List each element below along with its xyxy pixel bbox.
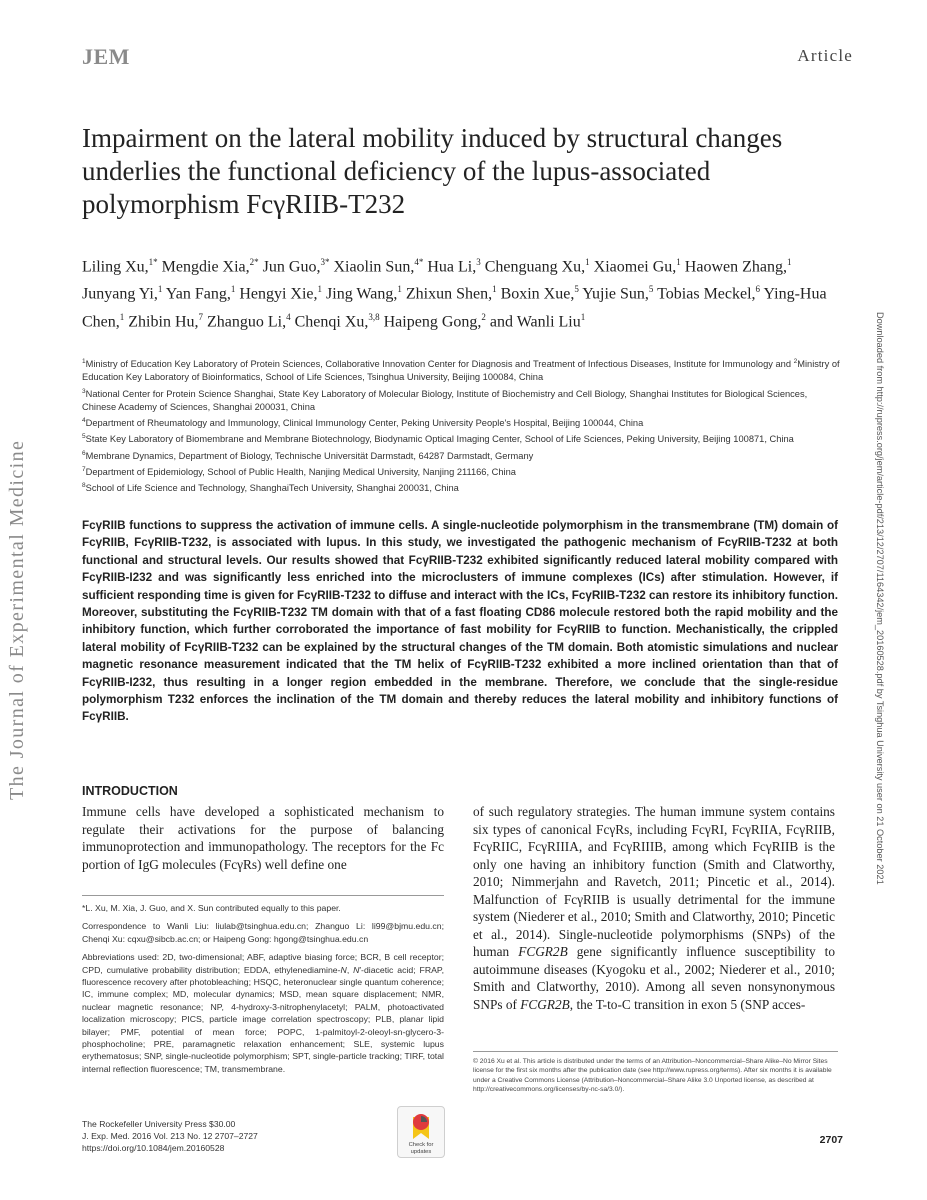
author-affiliation-marker: 6 <box>755 284 761 295</box>
affiliation-marker: 1 <box>82 358 86 365</box>
affiliation-text: State Key Laboratory of Biomembrane and Membrane Biotechnology, Biodynamic Optical Imaging Center, School of Life Sciences, Peking University, Beijing 100871, China <box>85 434 794 445</box>
abbreviations-note <box>82 951 444 1075</box>
correspondence-note: Correspondence to Wanli Liu: liulab@tsinghua.edu.cn; Zhanguo Li: li99@bjmu.edu.cn; Chenqi Xu: cqxu@sibcb.ac.cn; or Haipeng Gong: hgong@tsinghua.edu.cn <box>82 921 444 944</box>
equal-contribution-note: *L. Xu, M. Xia, J. Guo, and X. Sun contributed equally to this paper. <box>82 903 341 913</box>
affiliation-item <box>82 355 842 385</box>
author-name: Xiaolin Sun, <box>333 258 415 276</box>
author-affiliation-marker: 5 <box>648 284 654 295</box>
author-affiliation-marker: 2 <box>481 311 486 322</box>
check-for-updates-icon <box>408 1111 434 1141</box>
introduction-left-column: Immune cells have developed a sophisticated mechanism to regulate their activations for the purpose of balancing immunoprotection and immunopathology. The receptors for the Fc portion of IgG molecules (FcγRs) well define one <box>82 804 444 872</box>
author-name: Zhixun Shen, <box>405 285 493 303</box>
author-name: Tobias Meckel, <box>657 285 756 303</box>
affiliation-text: Membrane Dynamics, Department of Biology, Technische Universität Darmstadt, 64287 Darmstadt, Germany <box>85 450 534 461</box>
author-name: Hua Li, <box>427 258 477 276</box>
introduction-text-segment: gene significantly influence susceptibility to autoimmune diseases (Kyogoku et al., 2002; Niederer et al., 2010; Smith and Clatworthy, 2010). Among all seven nonsynonymous SNPs of <box>473 944 836 1012</box>
author-name: and Wanli Liu <box>489 312 581 330</box>
author-affiliation-marker: 1 <box>119 311 125 322</box>
author-affiliation-marker: 1 <box>317 284 323 295</box>
introduction-text-segment: , the T-to-C transition in exon 5 (SNP acces- <box>569 996 806 1012</box>
introduction-text-segment: of such regulatory strategies. The human immune system contains six types of canonical FcγRs, including FcγRI, FcγRIIA, FcγRIIB, FcγRIIC, FcγRIIIA, and FcγRIIIB, among which FcγRIIB is the only one having an inhibitory function (Smith and Clatworthy, 2010; Nimmerjahn and Ravetch, 2011; Pincetic et al., 2014). Malfunction of FcγRIIB is usually detrimental for the immune system (Niederer et al., 2010; Smith and Clatworthy, 2010; Pincetic et al., 2014). Single-nucleotide polymorphisms (SNPs) of the human <box>473 804 835 959</box>
author-name: Haowen Zhang, <box>684 258 787 276</box>
affiliation-text: Ministry of Education Key Laboratory of Bioinformatics, School of Life Sciences, Tsinghua University, Beijing 100084, China <box>82 359 840 383</box>
author-affiliation-marker: 1 <box>397 284 402 295</box>
author-name: Xiaomei Gu, <box>593 258 677 276</box>
affiliation-item <box>82 479 842 495</box>
author-affiliation-marker: 5 <box>574 284 579 295</box>
article-title: Impairment on the lateral mobility induced by structural changes underlies the functional deficiency of the lupus-associated polymorphism FcγRIIB-T232 <box>82 123 783 219</box>
affiliation-item <box>82 430 842 446</box>
affiliation-text: National Center for Protein Science Shanghai, State Key Laboratory of Molecular Biology, Institute of Biochemistry and Cell Biology, Shanghai Institutes for Biological Sciences, Chinese Academy of Sciences, Shanghai 200031, China <box>82 388 808 412</box>
affiliation-text: Ministry of Education Key Laboratory of Protein Sciences, Collaborative Innovation Center for Diagnosis and Treatment of Infectious Diseases, Institute for Immunology and <box>85 359 794 370</box>
author-affiliation-marker: 3* <box>320 257 330 267</box>
affiliation-text: Department of Epidemiology, School of Public Health, Nanjing Medical University, Nanjing 211166, China <box>85 466 516 477</box>
author-name: Boxin Xue, <box>500 285 575 303</box>
introduction-text-segment: FCGR2B <box>520 996 570 1012</box>
author-affiliation-marker: 2* <box>249 257 259 267</box>
author-name: Hengyi Xie, <box>239 285 318 303</box>
affiliation-marker: 5 <box>82 433 86 441</box>
introduction-text-segment: FCGR2B <box>518 944 568 959</box>
affiliation-item <box>82 447 842 463</box>
abbreviation-segment: Abbreviations used: 2D, two-dimensional; ABF, adaptive biasing force; BCR, B cell receptor; CPD, cumulative probability distribution; EDDA, ethylenediamine- <box>82 952 444 975</box>
abbreviation-segment: N <box>340 964 347 975</box>
abbreviation-segment: N <box>353 964 360 975</box>
author-name: Yujie Sun, <box>582 285 649 303</box>
author-affiliation-marker: 1 <box>676 257 681 267</box>
affiliation-text: School of Life Science and Technology, ShanghaiTech University, Shanghai 200031, China <box>85 483 459 494</box>
article-type-label: Article <box>797 46 853 65</box>
author-affiliation-marker: 7 <box>198 311 203 322</box>
introduction-right-column <box>473 803 835 1013</box>
author-name: Zhanguo Li, <box>207 312 287 330</box>
author-affiliation-marker: 3 <box>476 257 481 267</box>
abbreviation-segment: , <box>346 964 354 975</box>
journal-name: JEM <box>82 44 130 69</box>
affiliation-marker: 4 <box>82 417 86 424</box>
publisher-info <box>82 1119 362 1154</box>
author-name: Liling Xu, <box>82 258 149 276</box>
affiliation-item <box>82 414 842 430</box>
affiliation-text: Department of Rheumatology and Immunology, Clinical Immunology Center, Peking University People's Hospital, Beijing 100044, China <box>85 418 644 429</box>
affiliation-marker: 2 <box>793 358 798 365</box>
author-name: Jing Wang, <box>326 285 398 303</box>
affiliation-marker: 8 <box>82 482 86 490</box>
author-name: Haipeng Gong, <box>383 312 482 330</box>
license-statement: © 2016 Xu et al. This article is distributed under the terms of an Attribution–Noncommercial–Share Alike–No Mirror Sites license for the first six months after the publication date (see http://www.rupress.org/terms). After six months it is available under a Creative Commons License (Attribution–Noncommercial–Share Alike 3.0 Unported license, as described at http://creativecommons.org/licenses/by-nc-sa/3.0/). <box>473 1051 838 1094</box>
author-name: Yan Fang, <box>165 285 231 303</box>
check-for-updates-badge[interactable] <box>397 1106 445 1158</box>
affiliation-list <box>82 355 842 495</box>
author-affiliation-marker: 1 <box>230 284 236 295</box>
author-name: Chenguang Xu, <box>484 258 586 276</box>
author-list <box>82 251 847 333</box>
author-affiliation-marker: 3,8 <box>368 311 380 322</box>
author-name: Junyang Yi, <box>82 285 158 303</box>
author-name: Chenqi Xu, <box>294 312 369 330</box>
abbreviation-segment: ′-diacetic acid; FRAP, fluorescence recovery after photobleaching; HSQC, heteronuclear single quantum coherence; IC, immune complex; MD, molecular dynamics; MSD, mean square displacement; NMR, nuclear magnetic resonance; NP, 4-hydroxy-3-nitrophenylacetyl; PALM, photoactivated localization microscopy; PICS, particle image correlation spectroscopy; PLB, planar lipid bilayer; PMF, potential of mean force; POPC, 1-palmitoyl-2-oleoyl-sn-glycero-3-phosphocholine; PRE, paramagnetic relaxation enhancement; SLE, systemic lupus erythematosus; SNP, single-nucleotide polymorphism; SPT, single-particle tracking; TIRF, total internal reflection fluorescence; TM, transmembrane. <box>82 964 445 1074</box>
doi-link[interactable]: https://doi.org/10.1084/jem.20160528 <box>82 1142 225 1153</box>
affiliation-item <box>82 385 842 415</box>
badge-label: Check for updates <box>408 1142 434 1155</box>
author-affiliation-marker: 1 <box>580 311 586 322</box>
abstract: FcγRIIB functions to suppress the activation of immune cells. A single-nucleotide polymorphism in the transmembrane (TM) domain of FcγRIIB, FcγRIIB-T232, is associated with lupus. In this study, we investigated the pathogenic mechanism of FcγRIIB-T232 at both functional and structural levels. Our results showed that FcγRIIB-T232 exhibited significantly reduced lateral mobility compared with FcγRIIB-I232 and was significantly less enriched into the microclusters of immune complexes (ICs) after stimulation. However, if sufficient responding time is given for FcγRIIB-T232 to diffuse and interact with the ICs, FcγRIIB-T232 can restore its inhibitory function. Moreover, substituting the FcγRIIB-T232 TM domain with that of a fast floating CD86 molecule restored both the rapid mobility and the inhibitory function, which further corroborated the importance of fast mobility for FcγRIIB to function. Mechanistically, the crippled lateral mobility of FcγRIIB-T232 can be explained by the structural changes of the TM domain. Both atomistic simulations and nuclear magnetic resonance measurement indicated that the TM helix of FcγRIIB-T232 exhibited a more inclined orientation than that of FcγRIIB-I232, thus resulting in a longer region embedded in the membrane. Therefore, we conclude that the single-residue polymorphism T232 enforces the inclination of the TM domain and thereby reduces the lateral mobility and inhibitory functions of FcγRIIB. <box>82 519 838 724</box>
author-name: Zhibin Hu, <box>128 312 199 330</box>
author-name: Mengdie Xia, <box>161 258 250 276</box>
affiliation-marker: 7 <box>82 465 86 473</box>
author-name: Jun Guo, <box>262 258 321 276</box>
download-note-text: Downloaded from http://rupress.org/jem/article-pdf/213/12/2707/1164342/jem_20160528.pdf by Tsinghua University user on 21 October 2021 <box>875 312 885 885</box>
citation-line: J. Exp. Med. 2016 Vol. 213 No. 12 2707–2727 <box>82 1130 258 1141</box>
author-affiliation-marker: 1 <box>786 257 792 267</box>
author-affiliation-marker: 1* <box>148 257 158 267</box>
publisher-line: The Rockefeller University Press $30.00 <box>82 1119 236 1129</box>
spine-journal-title <box>6 439 32 826</box>
spine-journal-title-text: The Journal of Experimental Medicine <box>6 439 28 800</box>
introduction-heading: INTRODUCTION <box>82 784 178 798</box>
author-affiliation-marker: 1 <box>157 284 163 295</box>
author-affiliation-marker: 1 <box>585 257 590 267</box>
author-name: Ying-Hua Chen, <box>82 285 827 330</box>
affiliation-marker: 3 <box>82 387 86 395</box>
author-affiliation-marker: 1 <box>492 284 497 295</box>
author-affiliation-marker: 4 <box>286 311 291 322</box>
download-note <box>875 312 899 885</box>
affiliation-marker: 6 <box>82 449 86 457</box>
author-affiliation-marker: 4* <box>414 257 424 267</box>
page-number: 2707 <box>819 1134 843 1146</box>
affiliation-item <box>82 463 842 479</box>
footnotes <box>82 895 444 1081</box>
